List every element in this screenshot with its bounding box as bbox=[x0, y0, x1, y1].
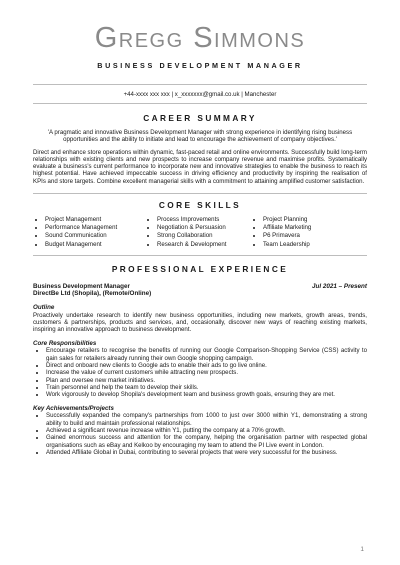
skill-item: • Strong Collaboration bbox=[157, 232, 251, 240]
skill-item: • Project Management bbox=[45, 216, 145, 224]
responsibilities-heading: Core Responsibilities bbox=[33, 339, 97, 347]
skill-item: • P6 Primavera bbox=[263, 232, 351, 240]
job-company: DirectBe Ltd (Shopila), (Remote/Online) bbox=[33, 290, 152, 298]
divider bbox=[33, 193, 367, 194]
job-role: Business Development Manager bbox=[33, 282, 130, 290]
skills-grid bbox=[33, 216, 367, 255]
summary-paragraph: Direct and enhance store operations within dynamic, fast-paced retail and online environments. Successfully build long-term relationships with existing clients and new prospects to increase company revenue and maximise profits. Systematically evaluate a business's current performance to incorporate new and innovative strategies to enable the business to reach its highest potential. Have achieved impeccable success in driving efficiency and productivity by inspiring the realisation of KPIs and store targets. Combine excellent managerial skills with a commitment to attaining amplified customer satisfaction. bbox=[33, 148, 367, 185]
job-header bbox=[33, 283, 367, 291]
skill-item: • Budget Management bbox=[45, 241, 145, 249]
outline-heading: Outline bbox=[33, 304, 55, 312]
skills-column bbox=[251, 216, 351, 249]
candidate-name: Gregg Simmons bbox=[94, 22, 306, 54]
skill-item: • Process Improvements bbox=[157, 216, 251, 224]
achievements-list bbox=[33, 412, 367, 456]
career-summary-heading: CAREER SUMMARY bbox=[143, 113, 257, 123]
skill-item: • Project Planning bbox=[263, 216, 351, 224]
responsibilities-list bbox=[33, 347, 367, 398]
list-item: • Achieved a significant revenue increase within Y1, putting the company at a 70% growth. bbox=[46, 427, 367, 434]
skill-item: • Negotiation & Persuasion bbox=[157, 224, 251, 232]
list-item: • Work vigorously to develop Shopila's development team and business growth goals, ensuring they are met. bbox=[46, 391, 367, 398]
divider bbox=[33, 103, 367, 104]
page-number: 1 bbox=[360, 546, 364, 553]
job-title: BUSINESS DEVELOPMENT MANAGER bbox=[97, 61, 303, 70]
core-skills-heading: CORE SKILLS bbox=[158, 200, 242, 211]
experience-heading: PROFESSIONAL EXPERIENCE bbox=[111, 263, 289, 274]
contact-line: +44-xxxx xxx xxx | x_xxxxxxx@gmail.co.uk | Manchester bbox=[123, 91, 277, 98]
list-item: • Direct and onboard new clients to Google ads to enable their ads to go live online. bbox=[46, 362, 367, 369]
summary-quote: 'A pragmatic and innovative Business Development Manager with strong experience in identifying rising business opportunities and the ability to initiate and lead to encourage the achievement of company objectives.' bbox=[47, 129, 353, 144]
divider bbox=[33, 255, 367, 256]
skill-item: • Performance Management bbox=[45, 224, 145, 232]
list-item: • Plan and oversee new market initiatives. bbox=[46, 377, 367, 384]
list-item: • Train personnel and help the team to develop their skills. bbox=[46, 384, 367, 391]
skills-column bbox=[145, 216, 251, 249]
outline-text: Proactively undertake research to identify new business opportunities, including new markets, growth areas, trends, customers & partnerships, products and services, and, occasionally, discover new ways of reaching existing markets, inspiring an innovative approach to business development. bbox=[33, 311, 367, 334]
achievements-heading: Key Achievements/Projects bbox=[33, 404, 114, 412]
skill-item: • Research & Development bbox=[157, 241, 251, 249]
job-date: Jul 2021 – Present bbox=[312, 282, 367, 290]
list-item: • Attended Affiliate Global in Dubai, contributing to several projects that were very successful for the business. bbox=[46, 449, 367, 456]
skills-column bbox=[33, 216, 145, 249]
list-item: • Encourage retailers to recognise the benefits of running our Google Comparison-Shopping Service (CSS) activity to gain sales for retailers already running their own Google shopping campaign. bbox=[46, 347, 367, 362]
skill-item: • Affiliate Marketing bbox=[263, 224, 351, 232]
skill-item: • Sound Communication bbox=[45, 232, 145, 240]
list-item: • Increase the value of current customers while attracting new prospects. bbox=[46, 369, 367, 376]
list-item: • Successfully expanded the company's partnerships from 1000 to just over 3000 within Y1, demonstrating a strong ability to build and maintain professional relationships. bbox=[46, 412, 367, 427]
skill-item: • Team Leadership bbox=[263, 241, 351, 249]
list-item: • Gained enormous success and attention for the company, helping the organisation partner with respected global organisations such as eBay and Kelkoo by encouraging my team to attend the PI Live event in London. bbox=[46, 434, 367, 449]
